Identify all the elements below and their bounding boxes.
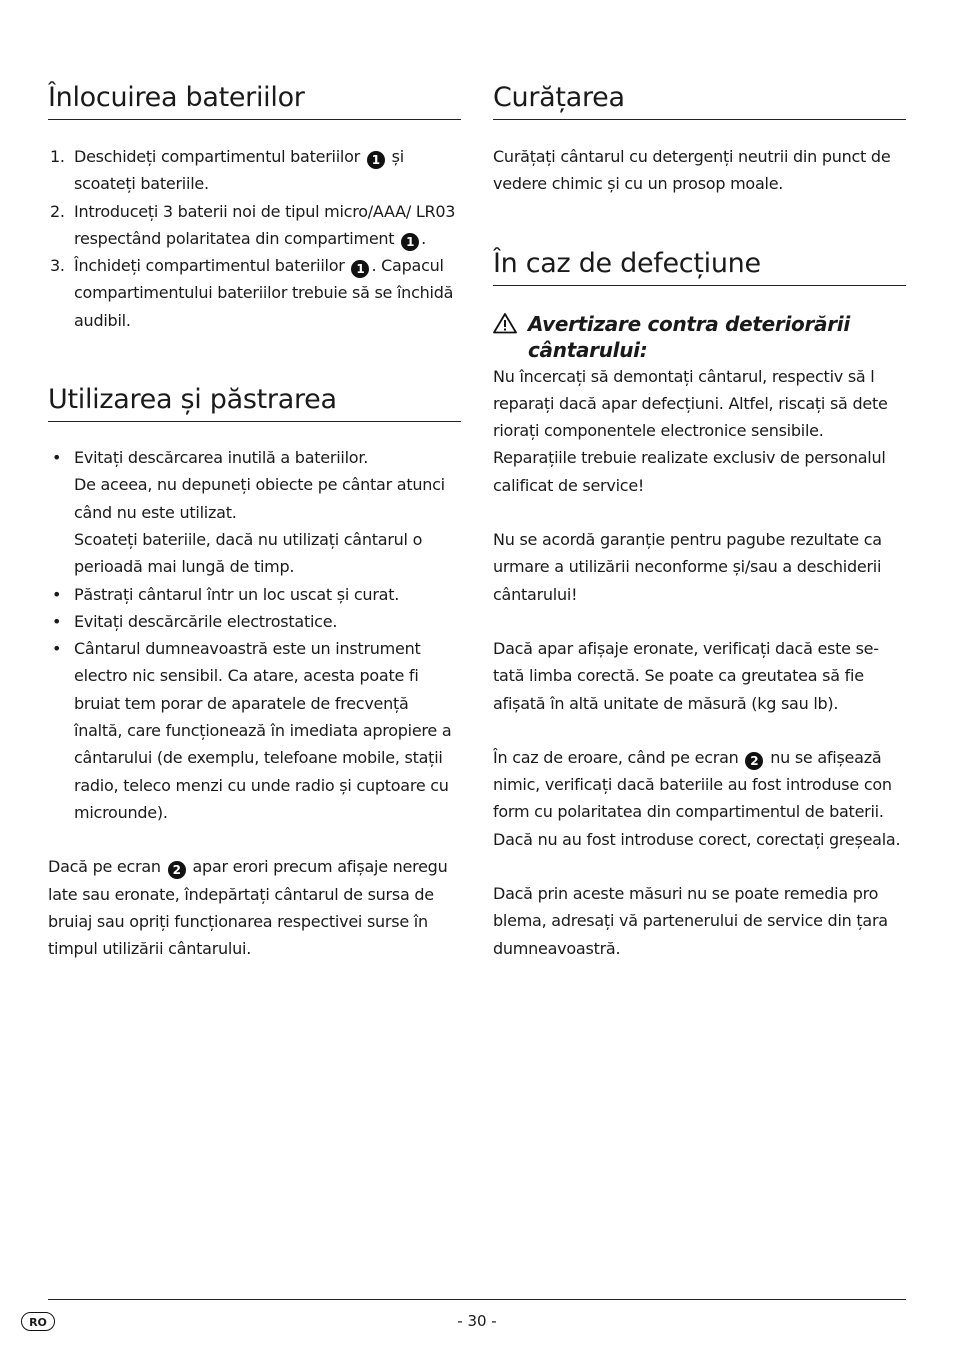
display-text: Dacă apar afișaje eronate, verificați dacă este se- tată limba corectă. Se poate ca greutatea să fie afișată în altă unitate de măsură (kg sau lb). [493,638,879,713]
right-column [493,82,906,962]
left-column [48,82,461,962]
bullet-icon: • [52,611,62,631]
warning-title: Avertizare contra deteriorării cântarului: [493,311,906,363]
list-item: 2. Introduceți 3 baterii noi de tipul micro/AAA/ LR03 respectând polaritatea din compartiment 1 . [50,201,456,249]
usage-paragraph: Dacă pe ecran 2 apar erori precum afișaje neregu late sau eronate, îndepărtați cântarul de sursa de bruiaj sau opriți funcționarea respectivei surse în timpul utilizării cântarului. [48,857,448,959]
usage-bullets [48,444,461,826]
ref-marker-2: 2 [168,861,186,879]
list-item: 1. Deschideți compartimentul bateriilor 1 și scoateți bateriile. [50,147,404,194]
ref-marker-1: 1 [351,260,369,278]
contact-text: Dacă prin aceste măsuri nu se poate remedia pro blema, adresați vă partenerului de service din țara dumneavoastră. [493,884,888,958]
usage-heading: Utilizarea și păstrarea [48,384,461,422]
bullet-icon: • [52,584,62,604]
warranty-text: Nu se acordă garanție pentru pagube rezultate ca urmare a utilizării neconforme și/sau a deschiderii cântarului! [493,530,882,604]
error-text: În caz de eroare, când pe ecran 2 nu se afișează nimic, verificați dacă bateriile au fost introduse con form cu polaritatea din compartimentul de baterii. Dacă nu au fost introduse corect, corectați greșeala. [493,747,901,849]
footer-divider [48,1299,906,1300]
bullet-icon: • [52,639,62,659]
cleaning-text: Curățați cântarul cu detergenți neutrii din punct de vedere chimic și cu un prosop moale. [493,147,891,194]
list-item: • Păstrați cântarul într un loc uscat și curat. [48,581,461,608]
warning-triangle-icon [493,312,517,334]
fault-heading: În caz de defecțiune [493,248,906,286]
warning-text: Nu încercați să demontați cântarul, respectiv să l reparați dacă apar defecțiuni. Altfel, riscați să dete riorați componentele electronice sensibile. Reparațiile trebuie realizate exclusiv de personalul calificat de service! [493,366,888,495]
list-item: 3. Închideți compartimentul bateriilor 1 . Capacul compartimentului bateriilor trebuie să se închidă audibil. [50,256,454,330]
ref-marker-1: 1 [367,151,385,169]
ref-marker-2: 2 [745,752,763,770]
list-item: • Evitați descărcările electrostatice. [48,608,461,635]
language-badge: RO [21,1312,55,1331]
list-item: • Evitați descărcarea inutilă a bateriilor. De aceea, nu depuneți obiecte pe cântar atunci când nu este utilizat. Scoateți bateriile, dacă nu utilizați cântarul o perioadă mai lungă de timp. [48,444,461,580]
bullet-icon: • [52,448,62,468]
list-item: • Cântarul dumneavoastră este un instrument electro nic sensibil. Ca atare, acesta poate fi bruiat tem porar de aparatele de frecvență înaltă, care funcționează în imediata apropiere a cântarului (de exemplu, telefoane mobile, stații radio, teleco menzi cu unde radio și cuptoare cu microunde). [48,635,461,826]
battery-steps [48,143,461,334]
page-number: - 30 - [457,1312,497,1330]
cleaning-heading: Curățarea [493,82,906,120]
battery-heading: Înlocuirea bateriilor [48,82,461,120]
ref-marker-1: 1 [401,233,419,251]
